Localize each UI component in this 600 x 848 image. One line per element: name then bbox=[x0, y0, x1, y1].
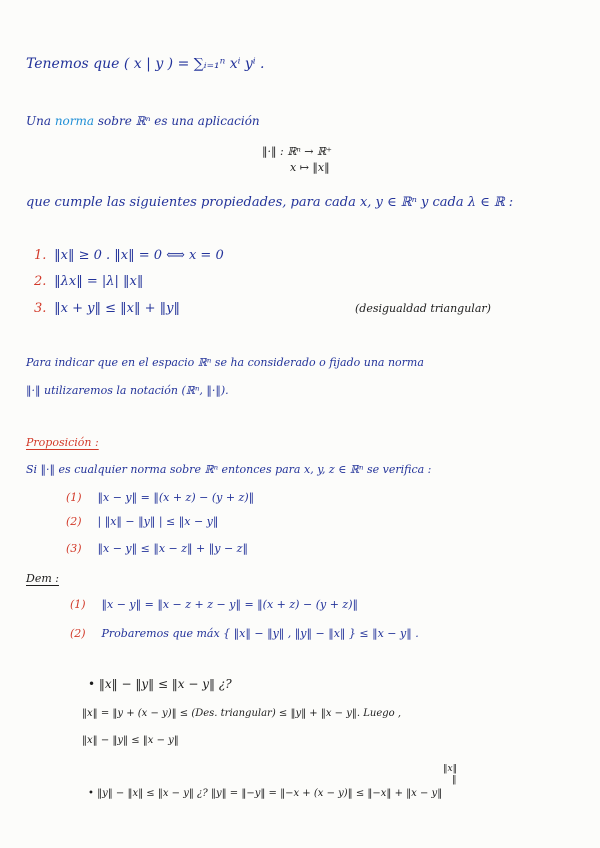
proposition-item-1 bbox=[66, 492, 254, 503]
property-text: ‖x + y‖ ≤ ‖x‖ + ‖y‖ bbox=[54, 301, 180, 316]
proposition-statement: Si ‖·‖ es cualquier norma sobre ℝⁿ entonces para x, y, z ∈ ℝⁿ se verifica : bbox=[26, 463, 432, 476]
step-text: Probaremos que máx { ‖x‖ − ‖y‖ , ‖y‖ − ‖x‖ } ≤ ‖x − y‖ . bbox=[101, 627, 419, 640]
property-text: ‖λx‖ = |λ| ‖x‖ bbox=[54, 274, 144, 289]
property-1 bbox=[34, 249, 224, 262]
proof-step-2 bbox=[70, 628, 419, 639]
triangle-inequality-label: (desigualdad triangular) bbox=[355, 302, 491, 315]
property-2 bbox=[34, 275, 143, 288]
properties-intro: que cumple las siguientes propiedades, para cada x, y ∈ ℝⁿ y cada λ ∈ ℝ : bbox=[26, 195, 514, 210]
proof-bullet-1-line-2: ‖x‖ − ‖y‖ ≤ ‖x − y‖ bbox=[82, 735, 179, 746]
step-number: (1) bbox=[70, 598, 86, 611]
norm-map-line1: ‖·‖ : ℝⁿ → ℝ⁺ bbox=[262, 145, 332, 158]
aside-equals-mark: ‖ bbox=[452, 775, 457, 785]
proposition-item-3 bbox=[66, 543, 248, 554]
norm-def-prefix: Una bbox=[26, 114, 51, 128]
notation-line-1: Para indicar que en el espacio ℝⁿ se ha considerado o fijado una norma bbox=[26, 356, 424, 369]
item-text: ‖x − y‖ ≤ ‖x − z‖ + ‖y − z‖ bbox=[97, 542, 248, 555]
property-number: 1. bbox=[34, 248, 47, 263]
item-text: ‖x − y‖ = ‖(x + z) − (y + z)‖ bbox=[97, 491, 255, 504]
notation-line-2: ‖·‖ utilizaremos la notación (ℝⁿ, ‖·‖). bbox=[26, 384, 229, 397]
property-3 bbox=[34, 302, 180, 315]
step-text: ‖x − y‖ = ‖x − z + z − y‖ = ‖(x + z) − (y + z)‖ bbox=[101, 598, 358, 611]
item-number: (3) bbox=[66, 542, 82, 555]
proof-title: Dem : bbox=[26, 572, 59, 585]
proposition-item-2 bbox=[66, 516, 218, 527]
norm-definition bbox=[26, 115, 260, 127]
item-text: | ‖x‖ − ‖y‖ | ≤ ‖x − y‖ bbox=[97, 515, 219, 528]
norm-word: norma bbox=[54, 114, 95, 128]
norm-def-suffix: sobre ℝⁿ es una aplicación bbox=[97, 114, 260, 128]
proposition-title: Proposición : bbox=[26, 436, 99, 449]
proof-bullet-1: • ‖x‖ − ‖y‖ ≤ ‖x − y‖ ¿? bbox=[88, 677, 232, 691]
proof-bullet-2: • ‖y‖ − ‖x‖ ≤ ‖x − y‖ ¿? ‖y‖ = ‖−y‖ = ‖−x + (x − y)‖ ≤ ‖−x‖ + ‖x − y‖ bbox=[88, 788, 443, 799]
property-text: ‖x‖ ≥ 0 . ‖x‖ = 0 ⟺ x = 0 bbox=[54, 248, 224, 263]
proof-step-1 bbox=[70, 599, 358, 610]
inner-product-definition: Tenemos que ( x | y ) = ∑ᵢ₌₁ⁿ xⁱ yⁱ . bbox=[26, 56, 265, 72]
item-number: (2) bbox=[66, 515, 82, 528]
proof-bullet-1-line-1: ‖x‖ = ‖y + (x − y)‖ ≤ (Des. triangular) ≤ ‖y‖ + ‖x − y‖. Luego , bbox=[82, 708, 402, 719]
aside-norm-x: ‖x‖ bbox=[443, 764, 458, 774]
item-number: (1) bbox=[66, 491, 82, 504]
norm-map-line2: x ↦ ‖x‖ bbox=[290, 161, 330, 174]
property-number: 2. bbox=[34, 274, 47, 289]
step-number: (2) bbox=[70, 627, 86, 640]
property-number: 3. bbox=[34, 301, 47, 316]
